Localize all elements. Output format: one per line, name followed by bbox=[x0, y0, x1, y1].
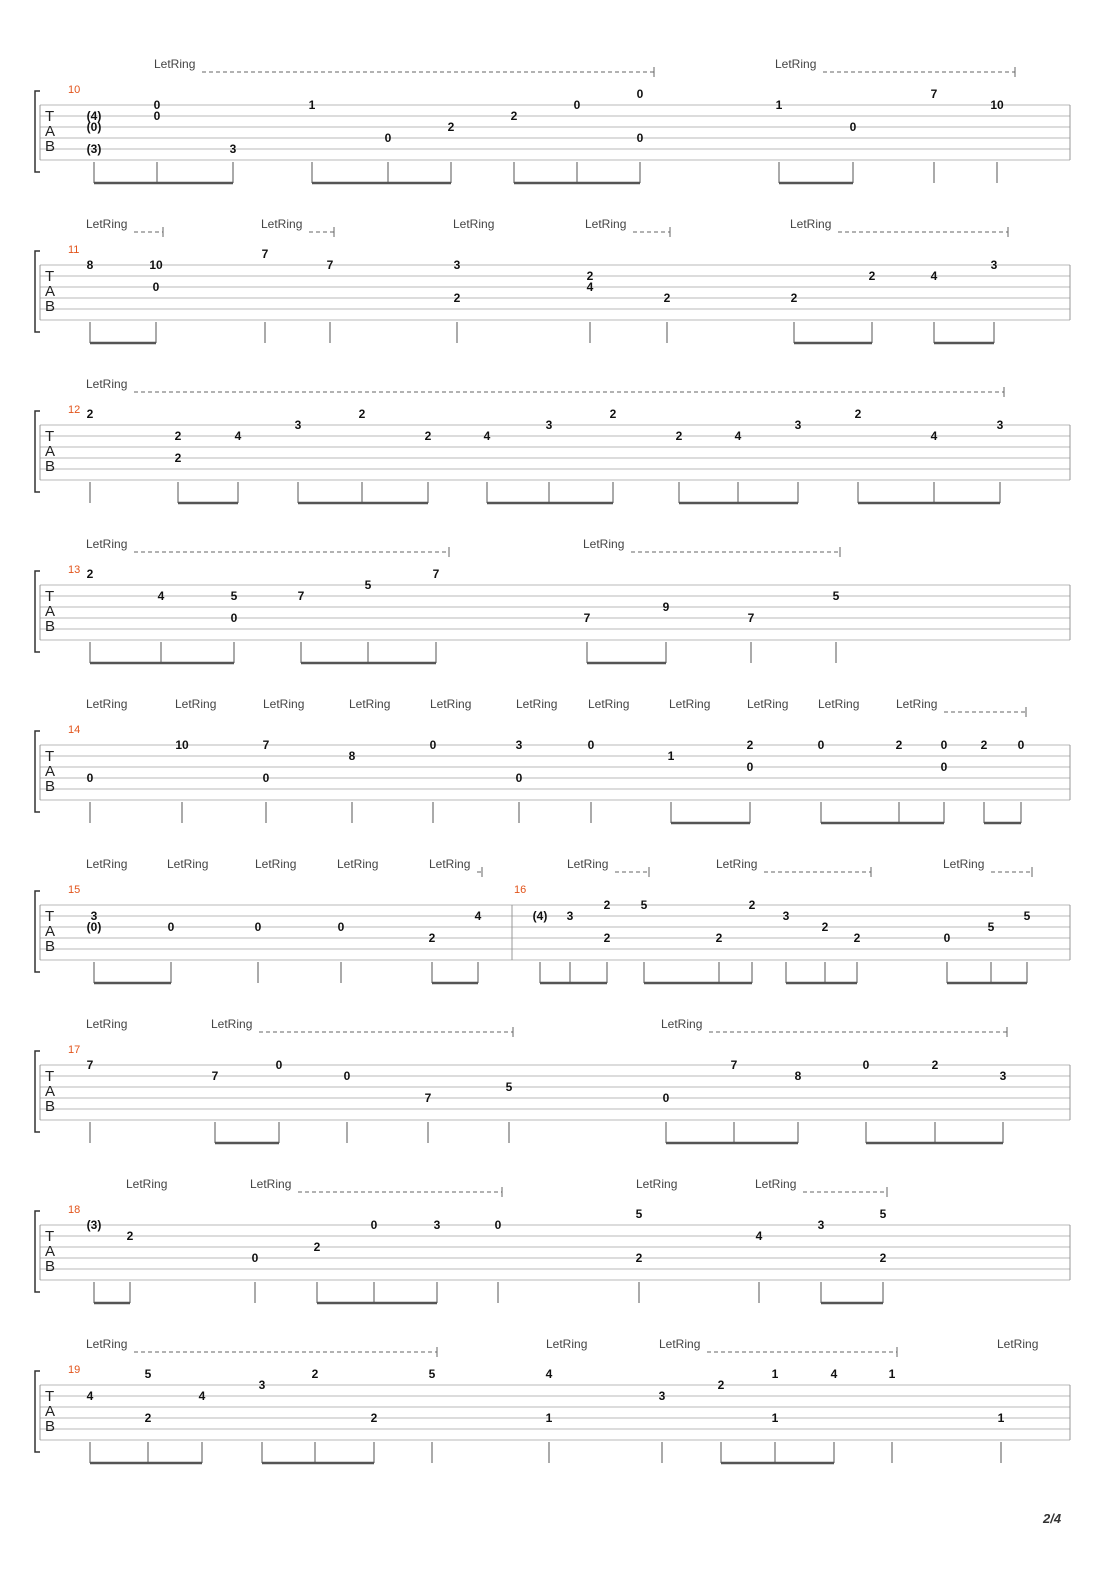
fret-number: 10 bbox=[149, 258, 163, 272]
fret-number: 0 bbox=[862, 1058, 870, 1072]
fret-number: 2 bbox=[424, 429, 432, 443]
fret-number: 2 bbox=[854, 407, 862, 421]
let-ring-label: LetRing bbox=[716, 857, 758, 871]
measure-number: 15 bbox=[68, 884, 81, 896]
tab-system-4 bbox=[35, 537, 1070, 663]
system-brace bbox=[35, 891, 40, 972]
fret-number: 7 bbox=[432, 567, 440, 581]
fret-number: 5 bbox=[505, 1080, 513, 1094]
tab-clef-letter: B bbox=[45, 938, 56, 955]
fret-number: 2 bbox=[144, 1411, 152, 1425]
fret-number: 2 bbox=[603, 931, 611, 945]
tab-clef-letter: A bbox=[45, 443, 56, 460]
let-ring-label: LetRing bbox=[430, 697, 472, 711]
fret-number: 3 bbox=[515, 738, 523, 752]
fret-number: 4 bbox=[930, 429, 938, 443]
let-ring-label: LetRing bbox=[175, 697, 217, 711]
fret-number: 9 bbox=[662, 600, 670, 614]
measure-number: 12 bbox=[68, 404, 81, 416]
fret-number: 3 bbox=[817, 1218, 825, 1232]
fret-number: 2 bbox=[86, 567, 94, 581]
fret-number: 0 bbox=[167, 920, 175, 934]
fret-number: 5 bbox=[640, 898, 648, 912]
fret-number: 2 bbox=[717, 1378, 725, 1392]
let-ring-label: LetRing bbox=[154, 57, 196, 71]
fret-number: 1 bbox=[997, 1411, 1005, 1425]
tab-system-7 bbox=[35, 1017, 1070, 1143]
let-ring-label: LetRing bbox=[669, 697, 711, 711]
tab-clef-letter: B bbox=[45, 1418, 56, 1435]
let-ring-label: LetRing bbox=[86, 1017, 128, 1031]
tab-clef-letter: T bbox=[45, 748, 55, 765]
fret-number: 0 bbox=[494, 1218, 502, 1232]
fret-number: 5 bbox=[879, 1207, 887, 1221]
fret-number: 2 bbox=[510, 109, 518, 123]
let-ring-label: LetRing bbox=[997, 1337, 1039, 1351]
let-ring-label: LetRing bbox=[585, 217, 627, 231]
fret-number: 4 bbox=[830, 1367, 838, 1381]
tab-clef-letter: B bbox=[45, 1258, 56, 1275]
fret-number: 0 bbox=[943, 931, 951, 945]
fret-number: 2 bbox=[428, 931, 436, 945]
fret-number: 3 bbox=[996, 418, 1004, 432]
fret-number: 2 bbox=[311, 1367, 319, 1381]
fret-number: 2 bbox=[370, 1411, 378, 1425]
fret-number: 1 bbox=[888, 1367, 896, 1381]
fret-number: 8 bbox=[794, 1069, 802, 1083]
fret-number: 5 bbox=[1023, 909, 1031, 923]
fret-number: 0 bbox=[337, 920, 345, 934]
let-ring-label: LetRing bbox=[86, 1337, 128, 1351]
let-ring-label: LetRing bbox=[755, 1177, 797, 1191]
tab-clef-letter: T bbox=[45, 1228, 55, 1245]
fret-number: 1 bbox=[771, 1367, 779, 1381]
let-ring-label: LetRing bbox=[86, 697, 128, 711]
fret-number: 5 bbox=[832, 589, 840, 603]
fret-number: 0 bbox=[370, 1218, 378, 1232]
fret-number: 0 bbox=[573, 98, 581, 112]
fret-number: 4 bbox=[755, 1229, 763, 1243]
fret-number: (0) bbox=[86, 920, 102, 934]
fret-number: 0 bbox=[849, 120, 857, 134]
fret-number: (3) bbox=[86, 1218, 102, 1232]
measure-number: 18 bbox=[68, 1204, 81, 1216]
system-brace bbox=[35, 731, 40, 812]
fret-number: 2 bbox=[174, 429, 182, 443]
fret-number: 3 bbox=[90, 909, 98, 923]
fret-number: 2 bbox=[821, 920, 829, 934]
fret-number: 3 bbox=[566, 909, 574, 923]
fret-number: (0) bbox=[86, 120, 102, 134]
fret-number: 0 bbox=[587, 738, 595, 752]
let-ring-label: LetRing bbox=[255, 857, 297, 871]
fret-number: 5 bbox=[230, 589, 238, 603]
let-ring-label: LetRing bbox=[263, 697, 305, 711]
system-brace bbox=[35, 1051, 40, 1132]
fret-number: 4 bbox=[234, 429, 242, 443]
tab-clef-letter: T bbox=[45, 1068, 55, 1085]
tab-clef-letter: A bbox=[45, 1243, 56, 1260]
fret-number: 7 bbox=[297, 589, 305, 603]
measure-number: 13 bbox=[68, 564, 81, 576]
fret-number: 0 bbox=[343, 1069, 351, 1083]
system-brace bbox=[35, 251, 40, 332]
let-ring-label: LetRing bbox=[86, 537, 128, 551]
tab-clef-letter: T bbox=[45, 908, 55, 925]
fret-number: 7 bbox=[326, 258, 334, 272]
fret-number: 8 bbox=[86, 258, 94, 272]
fret-number: 5 bbox=[987, 920, 995, 934]
tab-clef-letter: T bbox=[45, 268, 55, 285]
let-ring-label: LetRing bbox=[337, 857, 379, 871]
fret-number: 2 bbox=[980, 738, 988, 752]
let-ring-label: LetRing bbox=[86, 377, 128, 391]
fret-number: (3) bbox=[86, 142, 102, 156]
fret-number: 2 bbox=[635, 1251, 643, 1265]
fret-number: 1 bbox=[667, 749, 675, 763]
fret-number: 3 bbox=[545, 418, 553, 432]
fret-number: 0 bbox=[153, 98, 161, 112]
fret-number: 0 bbox=[662, 1091, 670, 1105]
fret-number: 0 bbox=[429, 738, 437, 752]
fret-number: 3 bbox=[433, 1218, 441, 1232]
fret-number: 3 bbox=[999, 1069, 1007, 1083]
fret-number: 2 bbox=[879, 1251, 887, 1265]
measure-number: 16 bbox=[514, 884, 527, 896]
tab-clef-letter: A bbox=[45, 1083, 56, 1100]
fret-number: 4 bbox=[474, 909, 482, 923]
fret-number: 8 bbox=[348, 749, 356, 763]
fret-number: 7 bbox=[424, 1091, 432, 1105]
let-ring-label: LetRing bbox=[775, 57, 817, 71]
let-ring-label: LetRing bbox=[583, 537, 625, 551]
fret-number: 4 bbox=[734, 429, 742, 443]
fret-number: 2 bbox=[358, 407, 366, 421]
fret-number: 10 bbox=[990, 98, 1004, 112]
tab-systems bbox=[35, 57, 1070, 1463]
tab-clef-letter: T bbox=[45, 1388, 55, 1405]
tab-clef-letter: T bbox=[45, 588, 55, 605]
fret-number: 2 bbox=[586, 269, 594, 283]
fret-number: 5 bbox=[364, 578, 372, 592]
tab-clef-letter: A bbox=[45, 123, 56, 140]
tab-clef-letter: T bbox=[45, 108, 55, 125]
system-brace bbox=[35, 91, 40, 172]
fret-number: 2 bbox=[453, 291, 461, 305]
fret-number: 2 bbox=[174, 451, 182, 465]
fret-number: 0 bbox=[636, 87, 644, 101]
system-brace bbox=[35, 1211, 40, 1292]
fret-number: 0 bbox=[254, 920, 262, 934]
measure-number: 14 bbox=[68, 724, 81, 736]
fret-number: 0 bbox=[636, 131, 644, 145]
let-ring-label: LetRing bbox=[636, 1177, 678, 1191]
measure-number: 11 bbox=[68, 244, 80, 256]
fret-number: 2 bbox=[715, 931, 723, 945]
tab-clef-letter: A bbox=[45, 283, 56, 300]
fret-number: 4 bbox=[198, 1389, 206, 1403]
tab-clef-letter: B bbox=[45, 138, 56, 155]
page-number: 2/4 bbox=[1043, 1511, 1062, 1526]
fret-number: 1 bbox=[771, 1411, 779, 1425]
measure-number: 17 bbox=[68, 1044, 81, 1056]
tab-clef-letter: B bbox=[45, 618, 56, 635]
tab-clef-letter: B bbox=[45, 458, 56, 475]
fret-number: 4 bbox=[586, 280, 594, 294]
fret-number: 2 bbox=[748, 898, 756, 912]
fret-number: 7 bbox=[930, 87, 938, 101]
system-brace bbox=[35, 1371, 40, 1452]
tab-system-2 bbox=[35, 217, 1070, 343]
fret-number: 3 bbox=[990, 258, 998, 272]
measure-number: 10 bbox=[68, 84, 81, 96]
fret-number: 2 bbox=[675, 429, 683, 443]
fret-number: 0 bbox=[940, 760, 948, 774]
fret-number: 0 bbox=[153, 109, 161, 123]
fret-number: 3 bbox=[453, 258, 461, 272]
fret-number: 5 bbox=[428, 1367, 436, 1381]
let-ring-label: LetRing bbox=[659, 1337, 701, 1351]
fret-number: 0 bbox=[940, 738, 948, 752]
fret-number: 2 bbox=[609, 407, 617, 421]
fret-number: 0 bbox=[746, 760, 754, 774]
fret-number: 4 bbox=[157, 589, 165, 603]
fret-number: 0 bbox=[230, 611, 238, 625]
fret-number: 0 bbox=[251, 1251, 259, 1265]
fret-number: 7 bbox=[747, 611, 755, 625]
fret-number: 7 bbox=[583, 611, 591, 625]
tab-clef-letter: A bbox=[45, 763, 56, 780]
fret-number: 4 bbox=[483, 429, 491, 443]
tab-clef-letter: B bbox=[45, 1098, 56, 1115]
fret-number: 4 bbox=[545, 1367, 553, 1381]
let-ring-label: LetRing bbox=[349, 697, 391, 711]
let-ring-label: LetRing bbox=[943, 857, 985, 871]
tab-clef-letter: B bbox=[45, 778, 56, 795]
let-ring-label: LetRing bbox=[896, 697, 938, 711]
fret-number: 2 bbox=[603, 898, 611, 912]
let-ring-label: LetRing bbox=[86, 857, 128, 871]
fret-number: 7 bbox=[730, 1058, 738, 1072]
let-ring-label: LetRing bbox=[567, 857, 609, 871]
fret-number: 4 bbox=[930, 269, 938, 283]
fret-number: 0 bbox=[86, 771, 94, 785]
fret-number: 2 bbox=[86, 407, 94, 421]
fret-number: 2 bbox=[853, 931, 861, 945]
fret-number: 2 bbox=[313, 1240, 321, 1254]
fret-number: 2 bbox=[126, 1229, 134, 1243]
fret-number: 1 bbox=[545, 1411, 553, 1425]
let-ring-label: LetRing bbox=[453, 217, 495, 231]
let-ring-label: LetRing bbox=[126, 1177, 168, 1191]
fret-number: 3 bbox=[229, 142, 237, 156]
tab-system-9 bbox=[35, 1337, 1070, 1463]
fret-number: 3 bbox=[294, 418, 302, 432]
fret-number: 7 bbox=[262, 738, 270, 752]
fret-number: 0 bbox=[152, 280, 160, 294]
let-ring-label: LetRing bbox=[588, 697, 630, 711]
fret-number: 3 bbox=[658, 1389, 666, 1403]
let-ring-label: LetRing bbox=[429, 857, 471, 871]
fret-number: 10 bbox=[175, 738, 189, 752]
fret-number: 0 bbox=[1017, 738, 1025, 752]
fret-number: 3 bbox=[258, 1378, 266, 1392]
let-ring-label: LetRing bbox=[86, 217, 128, 231]
tab-system-6 bbox=[35, 857, 1070, 983]
system-brace bbox=[35, 411, 40, 492]
tab-clef-letter: T bbox=[45, 428, 55, 445]
fret-number: 5 bbox=[635, 1207, 643, 1221]
let-ring-label: LetRing bbox=[790, 217, 832, 231]
let-ring-label: LetRing bbox=[661, 1017, 703, 1031]
fret-number: 2 bbox=[663, 291, 671, 305]
fret-number: 1 bbox=[775, 98, 783, 112]
fret-number: 0 bbox=[515, 771, 523, 785]
fret-number: (4) bbox=[532, 909, 548, 923]
fret-number: 7 bbox=[86, 1058, 94, 1072]
fret-number: 0 bbox=[817, 738, 825, 752]
let-ring-label: LetRing bbox=[818, 697, 860, 711]
fret-number: 7 bbox=[261, 247, 269, 261]
fret-number: 3 bbox=[794, 418, 802, 432]
fret-number: 2 bbox=[895, 738, 903, 752]
fret-number: 0 bbox=[262, 771, 270, 785]
let-ring-label: LetRing bbox=[167, 857, 209, 871]
fret-number: 2 bbox=[931, 1058, 939, 1072]
tab-system-3 bbox=[35, 377, 1070, 503]
fret-number: 7 bbox=[211, 1069, 219, 1083]
tab-system-8 bbox=[35, 1177, 1070, 1303]
fret-number: 2 bbox=[447, 120, 455, 134]
fret-number: 2 bbox=[868, 269, 876, 283]
let-ring-label: LetRing bbox=[516, 697, 558, 711]
fret-number: 1 bbox=[308, 98, 316, 112]
fret-number: 2 bbox=[746, 738, 754, 752]
tab-clef-letter: A bbox=[45, 603, 56, 620]
let-ring-label: LetRing bbox=[250, 1177, 292, 1191]
tab-system-1 bbox=[35, 57, 1070, 183]
fret-number: 0 bbox=[384, 131, 392, 145]
fret-number: 5 bbox=[144, 1367, 152, 1381]
fret-number: 4 bbox=[86, 1389, 94, 1403]
measure-number: 19 bbox=[68, 1364, 81, 1376]
tab-clef-letter: B bbox=[45, 298, 56, 315]
tab-clef-letter: A bbox=[45, 1403, 56, 1420]
fret-number: 3 bbox=[782, 909, 790, 923]
fret-number: 0 bbox=[275, 1058, 283, 1072]
fret-number: 2 bbox=[790, 291, 798, 305]
tab-clef-letter: A bbox=[45, 923, 56, 940]
let-ring-label: LetRing bbox=[546, 1337, 588, 1351]
tab-system-5 bbox=[35, 697, 1070, 823]
system-brace bbox=[35, 571, 40, 652]
let-ring-label: LetRing bbox=[747, 697, 789, 711]
let-ring-label: LetRing bbox=[261, 217, 303, 231]
fret-number: (4) bbox=[86, 109, 102, 123]
let-ring-label: LetRing bbox=[211, 1017, 253, 1031]
